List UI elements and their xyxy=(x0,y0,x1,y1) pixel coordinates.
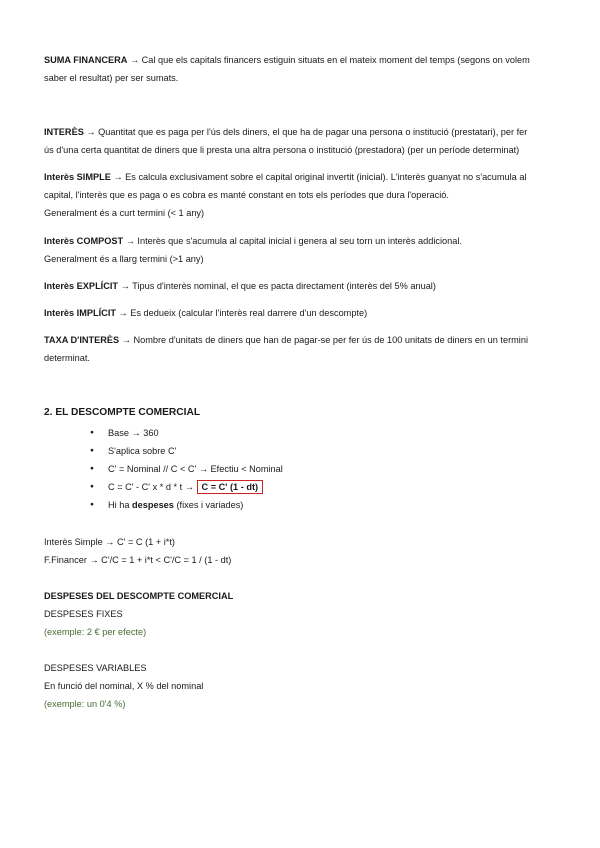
formula-boxed: C = C' (1 - dt) xyxy=(197,480,264,494)
despeses-post: (fixes i variades) xyxy=(173,500,244,510)
term-interes-simple: Interès SIMPLE xyxy=(44,172,111,182)
despeses-heading: DESPESES DEL DESCOMPTE COMERCIAL xyxy=(44,591,234,601)
section-heading-descompte: 2. EL DESCOMPTE COMERCIAL xyxy=(44,407,201,418)
interes-compost-text-2: Generalment és a llarg termini (>1 any) xyxy=(44,254,204,264)
interes-simple-text-2: capital, l'interès que es paga o es cobra es manté constant en tots els períodes que dura l'operació. xyxy=(44,190,449,200)
term-interes-explicit: Interès EXPLÍCIT xyxy=(44,281,119,291)
bullet-base: ● Base → 360 xyxy=(90,424,590,442)
interes-simple-text: → Es calcula exclusivament sobre el capital original invertit (inicial). L'interès guanyat no s'acumula al xyxy=(110,172,527,182)
taxa-interes-text: → Nombre d'unitats de diners que han de pagar-se per fer ús de 100 unitats de diners en un termini xyxy=(119,335,528,345)
despeses-block xyxy=(44,587,564,641)
term-interes: INTERÈS xyxy=(44,127,84,137)
suma-financera-text: → Cal que els capitals financers estiguin situats en el mateix moment del temps (segons on volem xyxy=(127,55,530,65)
interes-explicit-text: → Tipus d'interès nominal, el que es pacta directament (interès del 5% anual) xyxy=(118,281,436,291)
bullet-formula xyxy=(90,478,590,496)
interes-implicit-paragraph xyxy=(44,304,564,322)
interes-simple-text-3: Generalment és a curt termini (< 1 any) xyxy=(44,208,205,218)
term-interes-implicit: Interès IMPLÍCIT xyxy=(44,308,116,318)
suma-financera-paragraph xyxy=(44,51,564,87)
interes-text-2: ús d'una certa quantitat de diners que li presta una altra persona o institució (prestadora) (per un període determinat) xyxy=(44,145,520,155)
bullet-despeses xyxy=(90,496,590,514)
interes-compost-text: → Interès que s'acumula al capital inicial i genera al seu torn un interès addicional. xyxy=(123,236,462,246)
suma-financera-text-2: saber el resultat) per ser sumats. xyxy=(44,73,179,83)
despeses-pre: Hi ha xyxy=(108,500,133,510)
bullet-aplica: ● S'aplica sobre C' xyxy=(90,442,590,460)
interes-implicit-text: → Es dedueix (calcular l'interès real darrere d'un descompte) xyxy=(115,308,368,318)
taxa-interes-paragraph xyxy=(44,331,564,367)
despeses-variables-example: (exemple: un 0'4 %) xyxy=(44,699,126,709)
descompte-bullet-list xyxy=(44,424,590,514)
term-interes-compost: Interès COMPOST xyxy=(44,236,124,246)
term-taxa-interes: TAXA D'INTERÈS xyxy=(44,335,120,345)
formula-interes-simple: Interès Simple → C' = C (1 + i*t) xyxy=(44,537,175,547)
interes-text: → Quantitat que es paga per l'ús dels diners, el que ha de pagar una persona o institució (prestatari), per fer xyxy=(83,127,528,137)
despeses-variables-block xyxy=(44,659,564,713)
interes-explicit-paragraph xyxy=(44,277,564,295)
formula-financer: F.Financer → C'/C = 1 + i*t < C'/C = 1 / (1 - dt) xyxy=(44,555,232,565)
despeses-bold: despeses xyxy=(132,500,174,510)
interes-compost-paragraph xyxy=(44,232,564,268)
term-suma-financera: SUMA FINANCERA xyxy=(44,55,128,65)
despeses-fixes-title: DESPESES FIXES xyxy=(44,609,123,619)
despeses-variables-title: DESPESES VARIABLES xyxy=(44,663,147,673)
interes-paragraph xyxy=(44,123,564,159)
despeses-variables-desc: En funció del nominal, X % del nominal xyxy=(44,681,204,691)
interes-simple-paragraph xyxy=(44,168,564,222)
formulas-block xyxy=(44,533,564,569)
formula-text: C = C' - C' x * d * t → xyxy=(108,482,197,492)
despeses-fixes-example: (exemple: 2 € per efecte) xyxy=(44,627,147,637)
taxa-interes-text-2: determinat. xyxy=(44,353,90,363)
bullet-nominal: ● C' = Nominal // C < C' → Efectiu < Nominal xyxy=(90,460,590,478)
